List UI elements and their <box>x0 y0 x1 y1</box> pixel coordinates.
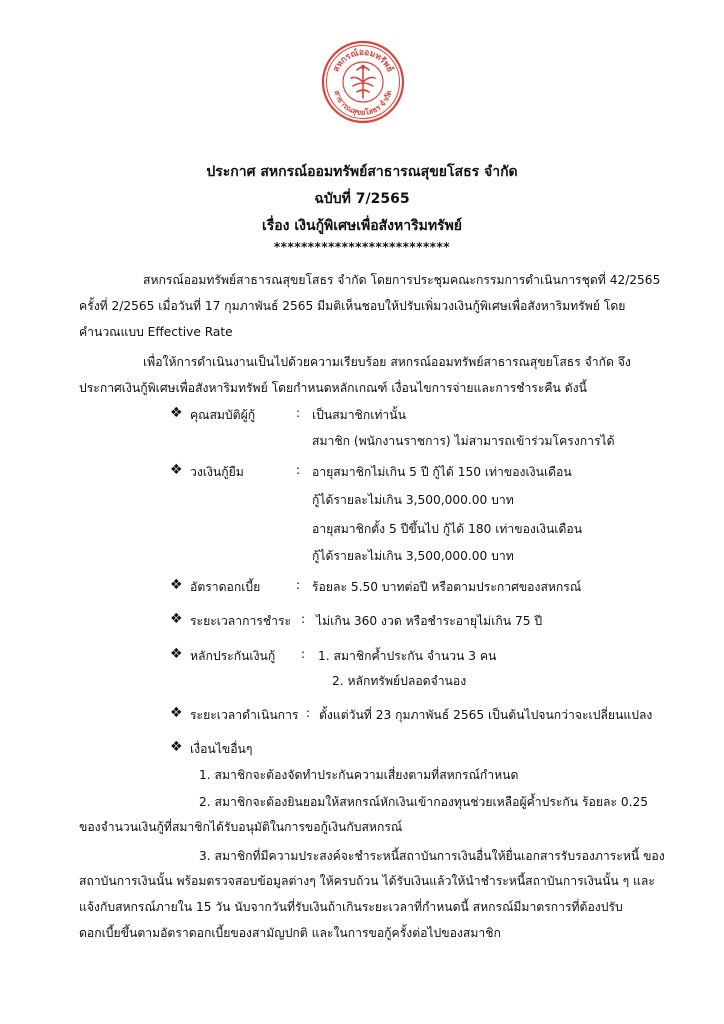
diamond-bullet-icon: ❖ <box>170 577 183 593</box>
condition-line: ของจำนวนเงินกู้ที่สมาชิกได้รับอนุมัติในการขอกู้เงินกับสหกรณ์ <box>79 820 403 834</box>
announcement-number: ฉบับที่ 7/2565 <box>314 191 410 207</box>
diamond-bullet-icon: ❖ <box>170 705 183 721</box>
colon: : <box>306 706 311 720</box>
condition-line: สถาบันการเงินนั้น พร้อมตรวจสอบข้อมูลต่างๆ ให้ครบถ้วน ได้รับเงินแล้วให้นำชำระหนี้สถาบันการเงินนั้น ๆ และ <box>79 874 655 888</box>
intro-paragraph-line: ครั้งที่ 2/2565 เมื่อวันที่ 17 กุมภาพันธ์ 2565 มีมติเห็นชอบให้ปรับเพิ่มวงเงินกู้พิเศษเพื่อสังหาริมทรัพย์ โดย <box>79 299 626 313</box>
separator-stars: ************************** <box>273 240 451 254</box>
item-value: อายุสมาชิกไม่เกิน 5 ปี กู้ได้ 150 เท่าของเงินเดือน <box>312 465 572 479</box>
diamond-bullet-icon: ❖ <box>170 462 183 478</box>
colon: : <box>296 463 301 477</box>
item-label-loan-limit: วงเงินกู้ยืม <box>190 465 244 479</box>
diamond-bullet-icon: ❖ <box>170 646 183 662</box>
item-value: กู้ได้รายละไม่เกิน 3,500,000.00 บาท <box>312 493 514 507</box>
svg-text:สาธารณสุขยโสธร จำกัด: สาธารณสุขยโสธร จำกัด <box>332 89 394 118</box>
announcement-title: ประกาศ สหกรณ์ออมทรัพย์สาธารณสุขยโสธร จำกัด <box>206 164 518 180</box>
item-value: กู้ได้รายละไม่เกิน 3,500,000.00 บาท <box>312 549 514 563</box>
item-value: อายุสมาชิกตั้ง 5 ปีขึ้นไป กู้ได้ 180 เท่าของเงินเดือน <box>312 522 583 536</box>
item-value: ตั้งแต่วันที่ 23 กุมภาพันธ์ 2565 เป็นต้นไปจนกว่าจะเปลี่ยนแปลง <box>319 708 653 722</box>
colon: : <box>301 612 306 626</box>
diamond-bullet-icon: ❖ <box>170 405 183 421</box>
item-value: ไม่เกิน 360 งวด หรือชำระอายุไม่เกิน 75 ปี <box>316 614 543 628</box>
condition-line: 2. สมาชิกจะต้องยินยอมให้สหกรณ์หักเงินเข้ากองทุนช่วยเหลือผู้ค้ำประกัน ร้อยละ 0.25 <box>199 795 649 809</box>
item-label-collateral: หลักประกันเงินกู้ <box>190 649 276 663</box>
diamond-bullet-icon: ❖ <box>170 739 183 755</box>
item-label-interest-rate: อัตราดอกเบี้ย <box>190 580 261 594</box>
item-label-repayment-period: ระยะเวลาการชำระ <box>190 614 292 628</box>
colon: : <box>296 578 301 592</box>
condition-line: 3. สมาชิกที่มีความประสงค์จะชำระหนี้สถาบันการเงินอื่นให้ยื่นเอกสารรับรองภาระหนี้ ของ <box>199 849 665 863</box>
announcement-subject: เรื่อง เงินกู้พิเศษเพื่อสังหาริมทรัพย์ <box>261 218 463 234</box>
item-label-other-conditions: เงื่อนไขอื่นๆ <box>190 742 253 756</box>
condition-line: แจ้งกับสหกรณ์ภายใน 15 วัน นับจากวันที่รับเงินถ้าเกินระยะเวลาที่กำหนดนี้ สหกรณ์มีมาตรการที่ต้องปรับ <box>79 900 623 914</box>
intro-paragraph-line: ประกาศเงินกู้พิเศษเพื่อสังหาริมทรัพย์ โดยกำหนดหลักเกณฑ์ เงื่อนไขการจ่ายและการชำระคืน ดังนี้ <box>79 381 587 395</box>
item-value: 2. หลักทรัพย์ปลอดจำนอง <box>332 674 467 688</box>
intro-paragraph-line: เพื่อให้การดำเนินงานเป็นไปด้วยความเรียบร้อย สหกรณ์ออมทรัพย์สาธารณสุขยโสธร จำกัด จึง <box>143 355 631 369</box>
diamond-bullet-icon: ❖ <box>170 611 183 627</box>
item-value: เป็นสมาชิกเท่านั้น <box>312 408 406 422</box>
condition-line: ดอกเบี้ยขึ้นตามอัตราดอกเบี้ยของสามัญปกติ และในการขอกู้ครั้งต่อไปของสมาชิก <box>79 926 501 940</box>
intro-paragraph-line: สหกรณ์ออมทรัพย์สาธารณสุขยโสธร จำกัด โดยการประชุมคณะกรรมการดำเนินการชุดที่ 42/2565 <box>143 273 661 287</box>
colon: : <box>301 647 306 661</box>
item-label-operation-period: ระยะเวลาดำเนินการ <box>190 708 299 722</box>
intro-paragraph-line: คำนวณแบบ Effective Rate <box>79 325 233 339</box>
colon: : <box>296 406 301 420</box>
item-label-qualification: คุณสมบัติผู้กู้ <box>190 408 256 422</box>
item-value: สมาชิก (พนักงานราชการ) ไม่สามารถเข้าร่วมโครงการได้ <box>312 434 615 448</box>
item-value: 1. สมาชิกค้ำประกัน จำนวน 3 คน <box>318 649 497 663</box>
cooperative-seal-logo <box>321 40 405 124</box>
svg-text:สหกรณ์ออมทรัพย์: สหกรณ์ออมทรัพย์ <box>331 47 395 74</box>
condition-line: 1. สมาชิกจะต้องจัดทำประกันความเสี่ยงตามที่สหกรณ์กำหนด <box>199 768 519 782</box>
item-value: ร้อยละ 5.50 บาทต่อปี หรือตามประกาศของสหกรณ์ <box>312 580 582 594</box>
